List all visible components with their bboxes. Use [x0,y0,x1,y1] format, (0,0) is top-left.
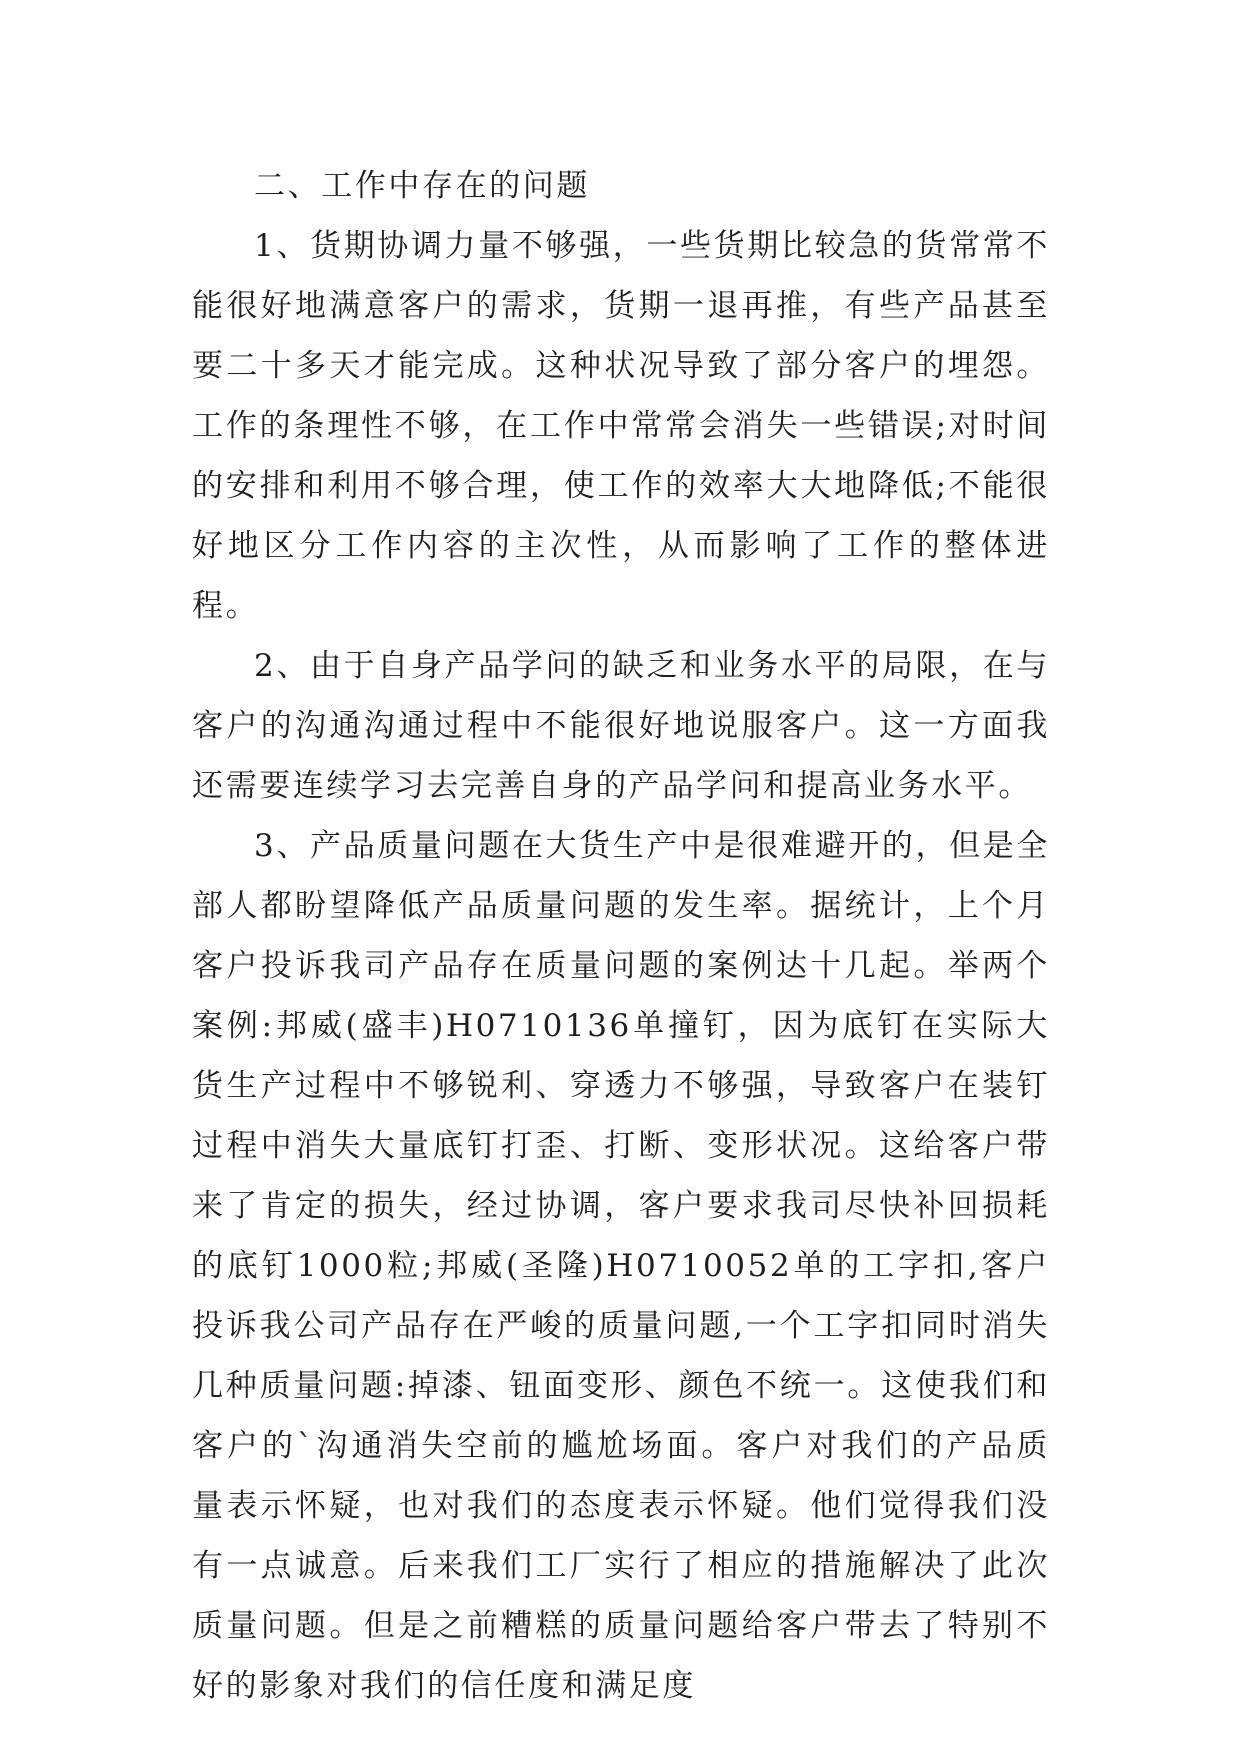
paragraph-2: 2、由于自身产品学问的缺乏和业务水平的局限，在与客户的沟通沟通过程中不能很好地说服客户。这一方面我还需要连续学习去完善自身的产品学问和提高业务水平。 [192,648,1050,804]
paragraph-3: 3、产品质量问题在大货生产中是很难避开的，但是全部人都盼望降低产品质量问题的发生率。据统计，上个月客户投诉我司产品存在质量问题的案例达十几起。举两个案例:邦威(盛丰)H0710136单撞钉，因为底钉在实际大货生产过程中不够锐利、穿透力不够强，导致客户在装钉过程中消失大量底钉打歪、打断、变形状况。这给客户带来了肯定的损失，经过协调，客户要求我司尽快补回损耗的底钉1000粒;邦威(圣隆)H0710052单的工字扣,客户投诉我公司产品存在严峻的质量问题,一个工字扣同时消失几种质量问题:掉漆、钮面变形、颜色不统一。这使我们和客户的`沟通消失空前的尴尬场面。客户对我们的产品质量表示怀疑，也对我们的态度表示怀疑。他们觉得我们没有一点诚意。后来我们工厂实行了相应的措施解决了此次质量问题。但是之前糟糕的质量问题给客户带去了特别不好的影象对我们的信任度和满足度 [192,828,1050,1704]
section-heading: 二、工作中存在的问题 [254,168,590,204]
document-body [192,156,1050,1716]
paragraph-1: 1、货期协调力量不够强，一些货期比较急的货常常不能很好地满意客户的需求，货期一退再推，有些产品甚至要二十多天才能完成。这种状况导致了部分客户的埋怨。工作的条理性不够，在工作中常常会消失一些错误;对时间的安排和利用不够合理，使工作的效率大大地降低;不能很好地区分工作内容的主次性，从而影响了工作的整体进程。 [192,228,1050,624]
